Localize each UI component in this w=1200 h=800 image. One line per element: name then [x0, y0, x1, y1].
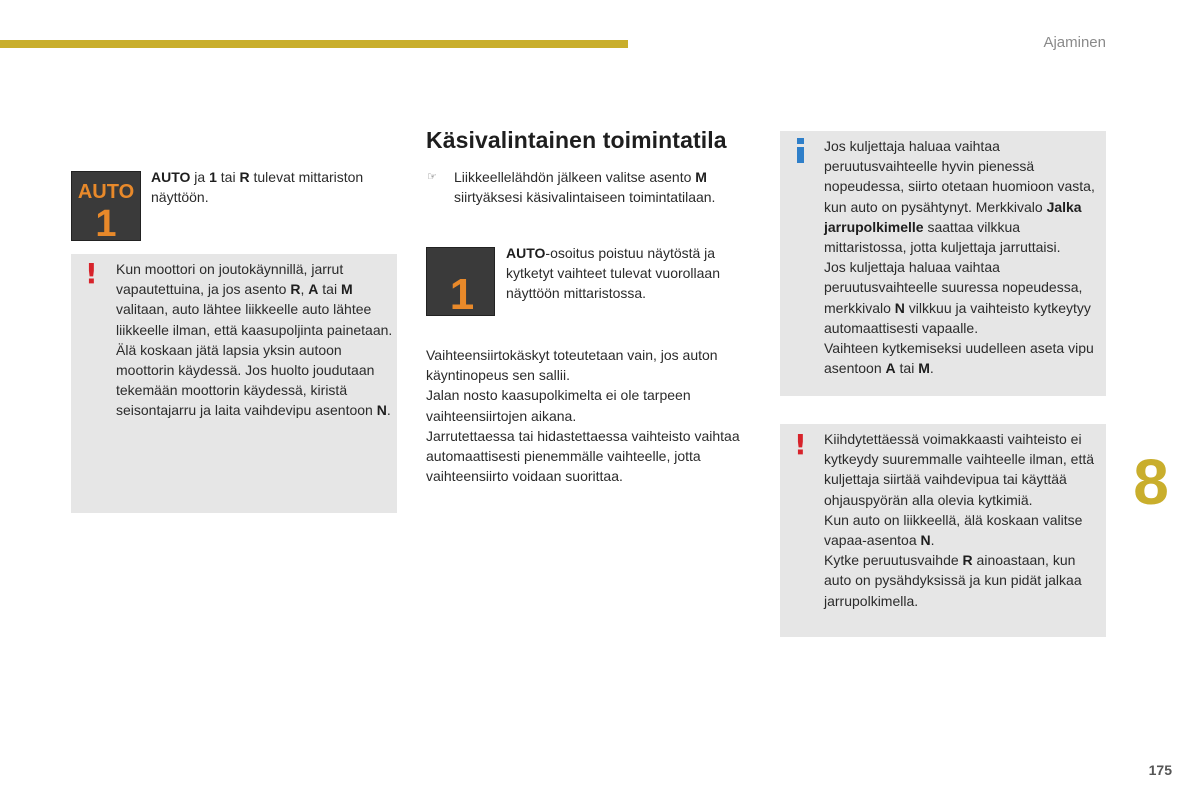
body-paragraph: Jalan nosto kaasupolkimelta ei ole tarpeen vaihteensiirtojen aikana. — [426, 387, 691, 424]
gear-1-indicator-icon — [426, 247, 495, 316]
gear-icon-digit: 1 — [449, 270, 475, 315]
warning-icon: ! — [85, 257, 98, 290]
info-text: Jos kuljettaja haluaa vaihtaa peruutusvaihteelle hyvin pienessä nopeudessa, siirto otetaan huomioon vasta, kun auto on pysähtynyt. Merkkivalo Jalka jarrupolkimelle saattaa vilkkua mittaristossa, jotta kuljettaja jarruttaisi. Jos kuljettaja haluaa vaihtaa peruutusvaihteelle suuressa nopeudessa, merkkivalo N vilkkuu ja vaihteisto kytkeytyy automaattisesti vapaalle. Vaihteen kytkemiseksi uudelleen aseta vipu asentoon A tai M. — [824, 138, 1095, 377]
body-paragraph: Jarrutettaessa tai hidastettaessa vaihteisto vaihtaa automaattisesti pienemmälle vaihteelle, jotta vaihteensiirto voidaan suorittaa. — [426, 427, 740, 485]
auto-1-indicator-icon — [71, 171, 141, 241]
info-icon — [795, 138, 807, 164]
warning-text-right: Kiihdytettäessä voimakkaasti vaihteisto ei kytkeydy suuremmalle vaihteelle ilman, että kuljettaja siirtää vaihdevipua tai käyttää ohjauspyörän alla olevia kytkimiä. Kun auto on liikkeellä, älä koskaan valitse vapaa-asentoa N. Kytke peruutusvaihde R ainoastaan, kun auto on pysähdyksissä ja kun pidät jalkaa jarrupolkimella. — [824, 431, 1095, 609]
page-number: 175 — [1148, 762, 1172, 778]
auto-icon-digit: 1 — [95, 203, 117, 240]
chapter-number: 8 — [1133, 446, 1169, 518]
section-heading: Käsivalintainen toimintatila — [426, 127, 727, 153]
warning-text-left: Kun moottori on joutokäynnillä, jarrut vapautettuina, ja jos asento R, A tai M valitaan, auto lähtee liikkeelle auto lähtee liikkeelle ilman, että kaasupoljinta painetaan. Älä koskaan jätä lapsia yksin autoon moottorin käydessä. Jos huolto joudutaan tekemään moottorin käydessä, kiristä seisontajarru ja laita vaihdevipu asentoon N. — [116, 261, 393, 419]
body-paragraph: Vaihteensiirtokäskyt toteutetaan vain, jos auton käyntinopeus sen sallii. — [426, 347, 718, 384]
auto-caption: AUTO ja 1 tai R tulevat mittariston näyttöön. — [151, 169, 364, 206]
gear-indicator-caption: AUTO-osoitus poistuu näytöstä ja kytketyt vaihteet tulevat vuorollaan näyttöön mittaristossa. — [506, 245, 721, 302]
middle-body-text — [426, 345, 758, 486]
warning-icon: ! — [794, 428, 807, 461]
auto-icon-label: AUTO — [77, 181, 135, 203]
section-label: Ajaminen — [1043, 34, 1106, 51]
instruction-bullet: Liikkeellelähdön jälkeen valitse asento M siirtyäksesi käsivalintaiseen toimintatilaan. — [454, 169, 716, 206]
header-accent-bar — [0, 40, 628, 48]
pointer-hand-icon: ☞ — [427, 171, 437, 183]
